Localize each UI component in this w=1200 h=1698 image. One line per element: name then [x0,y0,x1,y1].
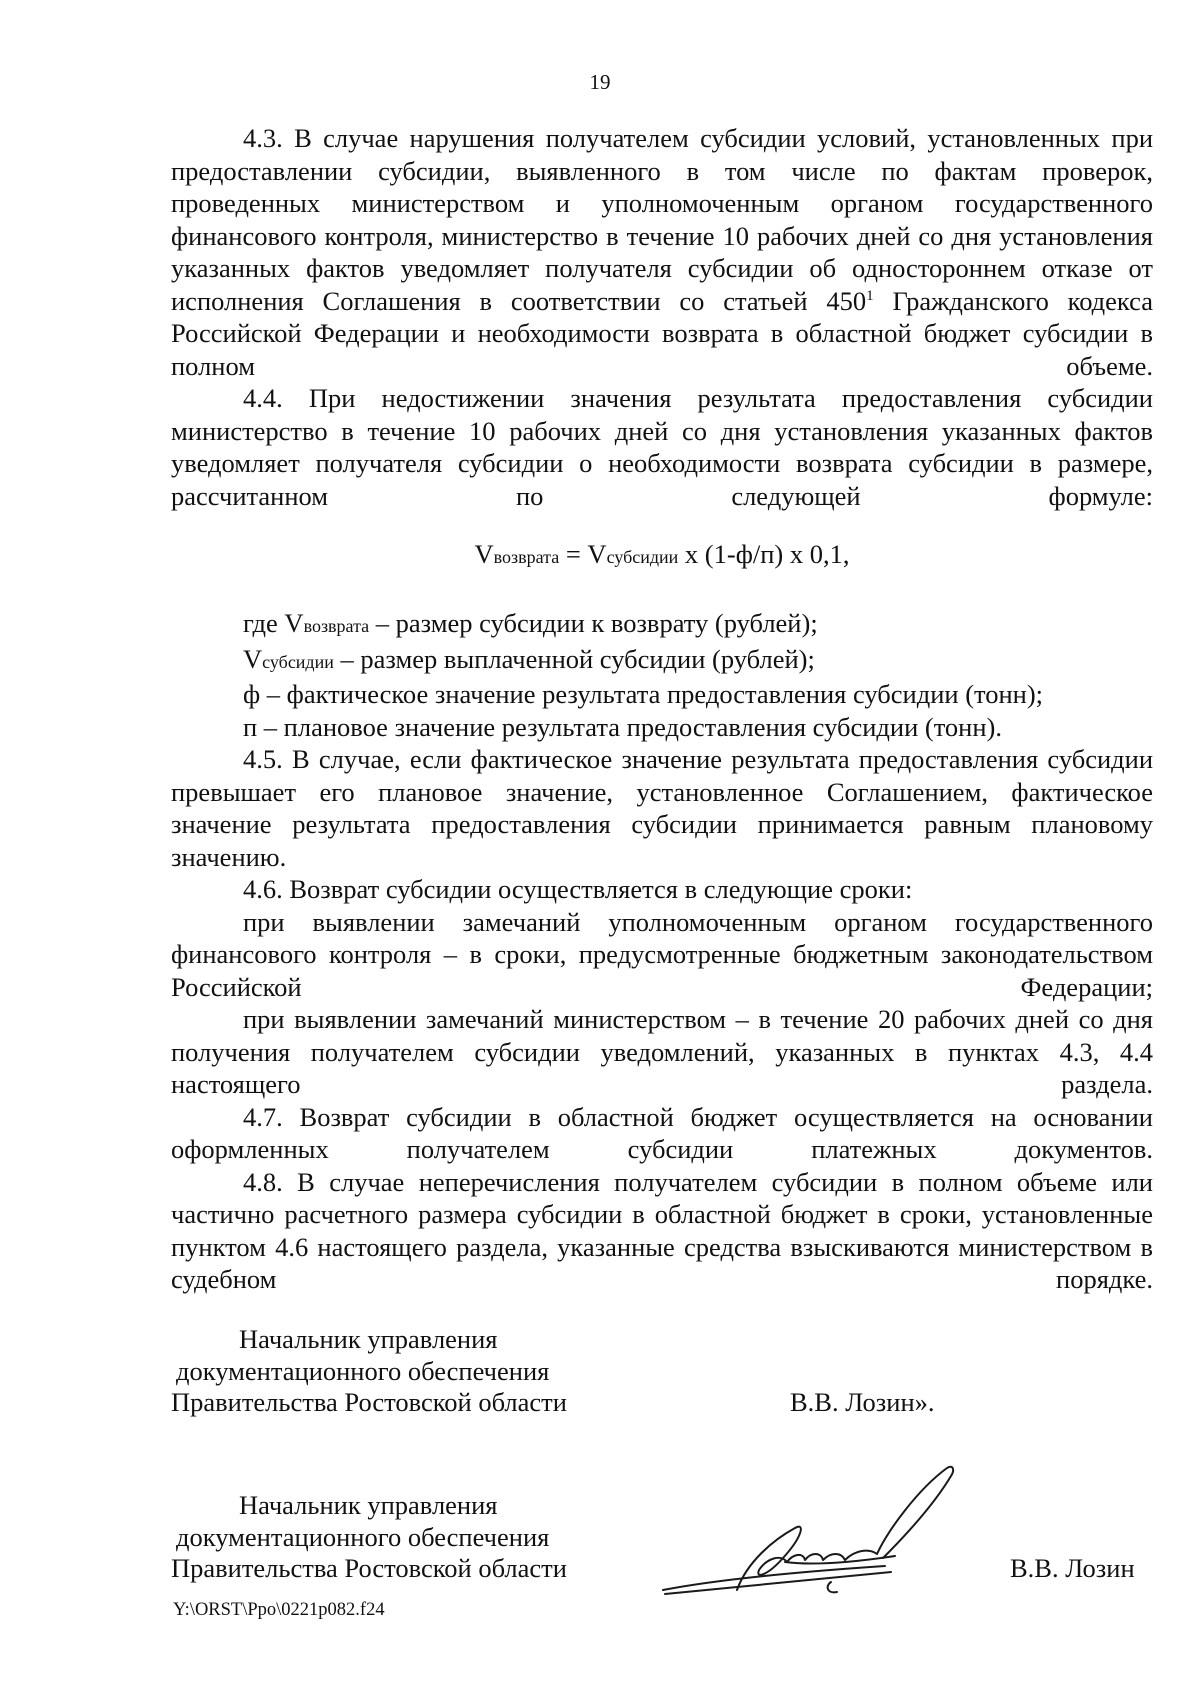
paragraph-4-5: 4.5. В случае, если фактическое значение результата предоставления субсидии превышает его плановое значение, установленное Соглашением, фактическое значение результата предоставления субсидии принимается равным плановому значению. [171,744,1153,872]
signature-block-2-name: В.В. Лозин [1010,1553,1135,1583]
sig2-line2: документационного обеспечения [176,1521,550,1552]
sig1-line3: Правительства Ростовской области [171,1387,567,1417]
formula-v-return-sub: возврата [493,547,560,567]
signature-block-1-name: В.В. Лозин». [790,1387,935,1417]
definition-v-subsidy [171,643,1153,679]
formula-rest: x (1-ф/п) x 0,1, [678,539,850,569]
paragraph-4-3 [171,122,1153,382]
formula-v-subsidy-sub: субсидии [606,547,679,567]
paragraph-4-3-text: 4.3. В случае нарушения получателем субсидии условий, установленных при предоставлении субсидии, выявленного в том числе по фактам проверок, проведенных министерством и уполномоченным органом государственного финансового контроля, министерство в течение 10 рабочих дней со дня установления указанных фактов уведомляет получателя субсидии об одностороннем отказе от исполнения Соглашения в соответствии со статьей 450 [171,123,1153,316]
document-body [171,122,1153,1296]
sig2-line3: Правительства Ростовской области [171,1553,567,1583]
paragraph-4-6-a: при выявлении замечаний уполномоченным органом государственного финансового контроля – в сроки, предусмотренные бюджетным законодательством Российской Федерации; [171,906,1153,1002]
definition-v-subsidy-sub: субсидии [262,651,334,672]
paragraph-4-7: 4.7. Возврат субсидии в областной бюджет осуществляется на основании оформленных получателем субсидии платежных документов. [171,1101,1153,1164]
definition-v-return-sub: возврата [303,616,370,636]
sig2-line1: Начальник управления [239,1490,498,1520]
sig1-line2: документационного обеспечения [176,1355,550,1386]
definition-v-return-b: – размер субсидии к возврату (рублей); [369,608,818,638]
definition-v-return [171,607,1153,643]
signature-block-1-title [171,1324,611,1419]
page-number: 19 [589,70,611,94]
paragraph-4-6-b: при выявлении замечаний министерством – в течение 20 рабочих дней со дня получения получателем субсидии уведомлений, указанных в пунктах 4.3, 4.4 настоящего раздела. [171,1004,1153,1099]
paragraph-4-4: 4.4. При недостижении значения результата предоставления субсидии министерство в течение 10 рабочих дней со дня установления указанных фактов уведомляет получателя субсидии о необходимости возврата субсидии в размере, рассчитанном по следующей формуле: [171,383,1153,511]
formula-v-return: V [474,539,494,569]
signature-block-2-title [171,1490,611,1585]
definition-v-return-a: где V [243,608,304,638]
sig1-line1: Начальник управления [239,1324,498,1354]
definition-p: п – плановое значение результата предоставления субсидии (тонн). [243,711,1002,742]
definition-v-subsidy-b: – размер выплаченной субсидии (рублей); [333,643,815,674]
paragraph-4-6: 4.6. Возврат субсидии осуществляется в следующие сроки: [243,874,913,904]
file-path-footer: Y:\ORST\Ppo\0221p082.f24 [173,1600,385,1620]
paragraph-4-3-end: Гражданского кодекса Российской Федерации и необходимости возврата в областной бюджет субсидии в полном объеме. [171,285,1153,381]
article-superscript: 1 [866,287,874,304]
paragraph-4-8: 4.8. В случае неперечисления получателем субсидии в полном объеме или частично расчетного размера субсидии в областной бюджет в сроки, установленные пунктом 4.6 настоящего раздела, указанные средства взыскиваются министерством в судебном порядке. [171,1166,1153,1294]
formula-eq-v: = V [559,539,607,569]
handwritten-signature [655,1462,995,1602]
definition-v-subsidy-a: V [243,643,263,674]
definition-f: ф – фактическое значение результата предоставления субсидии (тонн); [243,679,1044,709]
formula [171,538,1153,573]
